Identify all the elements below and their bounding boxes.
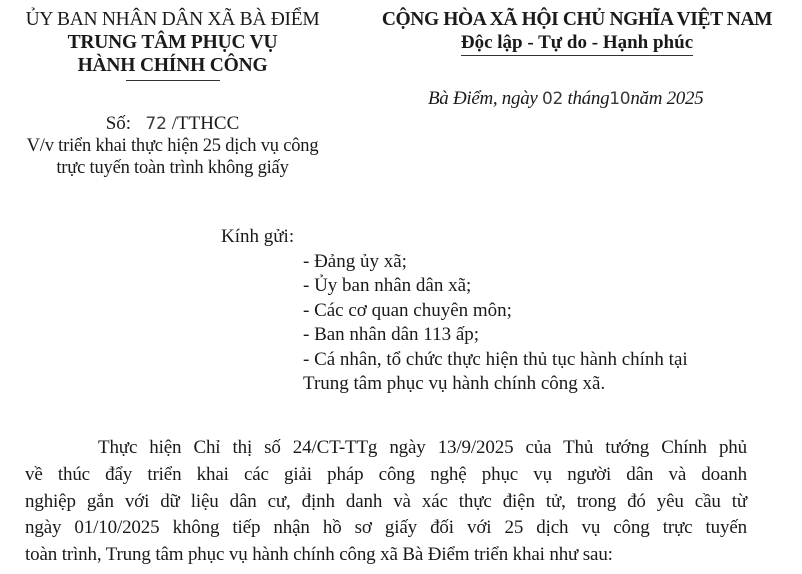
national-header: [352, 8, 802, 56]
recipient-list: [303, 250, 688, 396]
subject-line1: V/v triển khai thực hiện 25 dịch vụ công: [26, 136, 319, 156]
recipient-item: - Ban nhân dân 113 ấp;: [303, 324, 480, 346]
place-date-prefix: Bà Điểm, ngày: [428, 88, 542, 109]
recipient-item: - Cá nhân, tổ chức thực hiện thủ tục hành chính tại: [303, 348, 688, 370]
year-label: năm 2025: [630, 88, 704, 109]
body-line: nghiệp gắn với dữ liệu dân cư, định danh và xác thực điện tử, trong đó yêu cầu từ: [25, 490, 747, 512]
national-motto: Độc lập - Tự do - Hạnh phúc: [461, 31, 693, 56]
body-line: Thực hiện Chỉ thị số 24/CT-TTg ngày 13/9/2025 của Thủ tướng Chính phủ: [98, 437, 747, 458]
month-label: tháng: [563, 88, 610, 109]
recipient-item: - Các cơ quan chuyên môn;: [303, 299, 512, 321]
handwritten-document-number: 72: [145, 114, 167, 134]
greeting: Kính gửi:: [221, 226, 295, 247]
recipient-item: - Đảng ủy xã;: [303, 251, 407, 272]
body-paragraph: [25, 435, 747, 569]
handwritten-month: 10: [609, 89, 631, 109]
body-line: toàn trình, Trung tâm phục vụ hành chính công xã Bà Điểm triển khai như sau:: [25, 544, 613, 566]
body-line: về thúc đẩy triển khai các giải pháp công nghệ phục vụ người dân và doanh: [25, 463, 747, 485]
document-number-suffix: /TTHCC: [171, 113, 240, 134]
document-reference: [0, 113, 345, 179]
body-line: ngày 01/10/2025 không tiếp nhận hồ sơ giấy đối với 25 dịch vụ công trực tuyến: [25, 517, 747, 539]
recipient-item: - Ủy ban nhân dân xã;: [303, 275, 472, 297]
organization-name-line1: TRUNG TÂM PHỤC VỤ: [67, 32, 278, 53]
organization-name-line2: HÀNH CHÍNH CÔNG: [77, 55, 268, 76]
handwritten-day: 02: [542, 89, 564, 109]
place-and-date: [428, 88, 703, 110]
document-number-label: Số:: [105, 113, 132, 134]
subject-line2: trực tuyến toàn trình không giấy: [56, 158, 289, 178]
issuing-agency-header: [0, 8, 345, 81]
parent-organization: ỦY BAN NHÂN DÂN XÃ BÀ ĐIỂM: [25, 9, 320, 30]
header-divider: [126, 80, 220, 81]
document-number: [0, 113, 345, 135]
national-title: CỘNG HÒA XÃ HỘI CHỦ NGHĨA VIỆT NAM: [381, 9, 773, 30]
recipient-item-continuation: Trung tâm phục vụ hành chính công xã.: [303, 373, 606, 395]
